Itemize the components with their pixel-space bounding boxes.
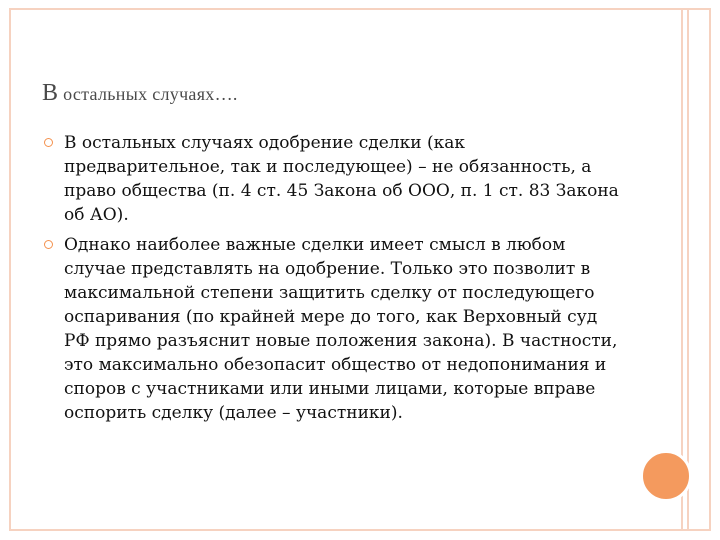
- slide-title: [42, 78, 238, 109]
- slide-title-rest: остальных случаях….: [58, 84, 238, 104]
- bullet-item: [44, 131, 619, 227]
- bullet-text: В остальных случаях одобрение сделки (как предварительное, так и последующее) – не обязанность, а право общества (п. 4 ст. 45 Закона об ООО, п. 1 ст. 83 Закона об АО).: [64, 133, 619, 225]
- bullet-text: Однако наиболее важные сделки имеет смысл в любом случае представлять на одобрение. Только это позволит в максимальной степени защитить сделку от последующего оспаривания (по крайней мере до того, как Верховный суд РФ прямо разъяснит новые положения закона). В частности, это максимально обезопасит общество от недопонимания и споров с участниками или иными лицами, которые вправе оспорить сделку (далее – участники).: [64, 235, 618, 423]
- frame-rule-right: [687, 10, 689, 529]
- bullet-list: [44, 131, 619, 431]
- frame-rule-left: [681, 10, 683, 529]
- circle-bullet-icon: [44, 240, 53, 249]
- orange-circle-decoration: [640, 450, 692, 502]
- circle-bullet-icon: [44, 138, 53, 147]
- slide-title-first: В: [42, 80, 59, 106]
- bullet-item: [44, 233, 619, 425]
